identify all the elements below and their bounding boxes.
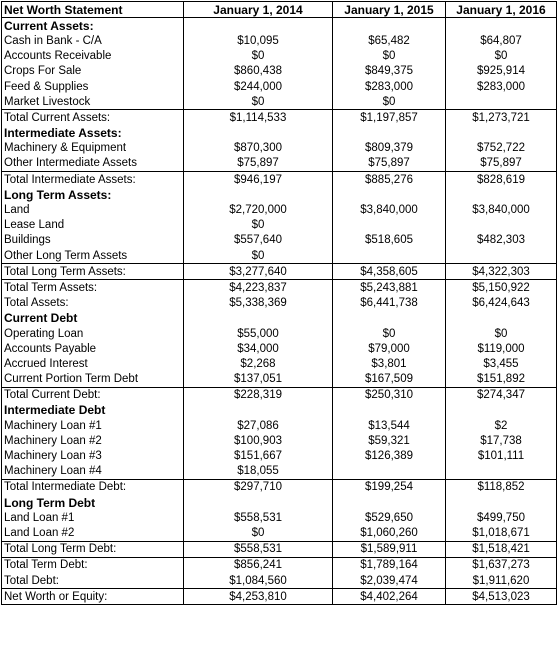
value-cell — [184, 311, 333, 326]
row-label: Buildings — [2, 233, 184, 248]
value-cell: $1,084,560 — [184, 573, 333, 589]
total-row — [2, 264, 557, 280]
value-cell: $1,637,273 — [446, 557, 557, 573]
column-header-2015: January 1, 2015 — [333, 2, 446, 18]
value-cell: $283,000 — [446, 79, 557, 94]
value-cell — [184, 403, 333, 418]
row-label: Current Portion Term Debt — [2, 372, 184, 388]
value-cell: $34,000 — [184, 341, 333, 356]
row-label: Total Debt: — [2, 573, 184, 589]
value-cell: $499,750 — [446, 510, 557, 525]
column-header-2014: January 1, 2014 — [184, 2, 333, 18]
value-cell: $3,840,000 — [446, 202, 557, 217]
row-label: Machinery Loan #4 — [2, 464, 184, 480]
row-label: Feed & Supplies — [2, 79, 184, 94]
row-label: Market Livestock — [2, 94, 184, 110]
value-cell: $482,303 — [446, 233, 557, 248]
value-cell — [333, 248, 446, 264]
value-cell: $1,518,421 — [446, 541, 557, 557]
value-cell: $118,852 — [446, 479, 557, 495]
value-cell: $151,892 — [446, 372, 557, 388]
table-row — [2, 49, 557, 64]
value-cell — [333, 18, 446, 34]
value-cell — [446, 495, 557, 510]
total-row — [2, 110, 557, 126]
table-body — [2, 2, 557, 605]
value-cell: $79,000 — [333, 341, 446, 356]
row-label: Cash in Bank - C/A — [2, 33, 184, 48]
value-cell — [333, 126, 446, 141]
value-cell — [333, 495, 446, 510]
value-cell: $3,277,640 — [184, 264, 333, 280]
value-cell: $1,060,260 — [333, 525, 446, 541]
value-cell: $1,197,857 — [333, 110, 446, 126]
row-label: Machinery Loan #1 — [2, 418, 184, 433]
table-row — [2, 573, 557, 589]
value-cell: $6,424,643 — [446, 296, 557, 311]
value-cell: $0 — [184, 49, 333, 64]
row-label: Land — [2, 202, 184, 217]
row-label: Machinery & Equipment — [2, 141, 184, 156]
section-heading: Intermediate Assets: — [2, 126, 184, 141]
section-heading: Intermediate Debt — [2, 403, 184, 418]
value-cell: $101,111 — [446, 448, 557, 463]
value-cell: $4,223,837 — [184, 280, 333, 296]
value-cell: $274,347 — [446, 387, 557, 403]
value-cell: $75,897 — [184, 156, 333, 172]
table-row — [2, 448, 557, 463]
total-row — [2, 280, 557, 296]
table-row — [2, 156, 557, 172]
value-cell: $10,095 — [184, 33, 333, 48]
table-row — [2, 326, 557, 341]
value-cell: $126,389 — [333, 448, 446, 463]
value-cell: $297,710 — [184, 479, 333, 495]
table-row — [2, 418, 557, 433]
table-row — [2, 510, 557, 525]
value-cell: $5,338,369 — [184, 296, 333, 311]
value-cell: $17,738 — [446, 433, 557, 448]
value-cell: $1,789,164 — [333, 557, 446, 573]
value-cell: $529,650 — [333, 510, 446, 525]
table-row — [2, 433, 557, 448]
value-cell: $849,375 — [333, 64, 446, 79]
value-cell: $0 — [184, 525, 333, 541]
table-row — [2, 464, 557, 480]
value-cell: $18,055 — [184, 464, 333, 480]
value-cell — [184, 495, 333, 510]
row-label: Machinery Loan #3 — [2, 448, 184, 463]
value-cell — [446, 464, 557, 480]
value-cell — [333, 464, 446, 480]
row-label: Machinery Loan #2 — [2, 433, 184, 448]
value-cell: $870,300 — [184, 141, 333, 156]
value-cell: $4,358,605 — [333, 264, 446, 280]
row-label: Total Long Term Assets: — [2, 264, 184, 280]
value-cell — [333, 311, 446, 326]
value-cell: $4,253,810 — [184, 589, 333, 605]
table-row — [2, 79, 557, 94]
value-cell — [333, 403, 446, 418]
table-row — [2, 296, 557, 311]
value-cell: $0 — [333, 326, 446, 341]
value-cell: $3,455 — [446, 356, 557, 371]
value-cell: $3,801 — [333, 356, 446, 371]
value-cell — [333, 187, 446, 202]
value-cell — [446, 311, 557, 326]
value-cell: $75,897 — [446, 156, 557, 172]
row-label: Net Worth or Equity: — [2, 589, 184, 605]
value-cell: $3,840,000 — [333, 202, 446, 217]
value-cell: $65,482 — [333, 33, 446, 48]
value-cell: $13,544 — [333, 418, 446, 433]
value-cell: $167,509 — [333, 372, 446, 388]
section-heading: Long Term Debt — [2, 495, 184, 510]
value-cell: $558,531 — [184, 510, 333, 525]
value-cell: $557,640 — [184, 233, 333, 248]
value-cell: $0 — [184, 94, 333, 110]
value-cell: $55,000 — [184, 326, 333, 341]
table-row — [2, 33, 557, 48]
row-label: Total Intermediate Assets: — [2, 172, 184, 188]
value-cell: $558,531 — [184, 541, 333, 557]
value-cell: $75,897 — [333, 156, 446, 172]
value-cell: $0 — [446, 326, 557, 341]
row-label: Total Assets: — [2, 296, 184, 311]
value-cell: $828,619 — [446, 172, 557, 188]
value-cell: $283,000 — [333, 79, 446, 94]
section-row — [2, 403, 557, 418]
value-cell: $1,911,620 — [446, 573, 557, 589]
total-row — [2, 479, 557, 495]
value-cell: $856,241 — [184, 557, 333, 573]
section-row — [2, 495, 557, 510]
value-cell: $0 — [333, 49, 446, 64]
section-row — [2, 126, 557, 141]
table-row — [2, 372, 557, 388]
section-heading: Current Assets: — [2, 18, 184, 34]
value-cell — [446, 187, 557, 202]
value-cell: $5,150,922 — [446, 280, 557, 296]
table-row — [2, 202, 557, 217]
value-cell: $119,000 — [446, 341, 557, 356]
total-row — [2, 557, 557, 573]
total-row — [2, 589, 557, 605]
value-cell: $2,268 — [184, 356, 333, 371]
value-cell: $0 — [333, 94, 446, 110]
value-cell: $250,310 — [333, 387, 446, 403]
value-cell — [446, 248, 557, 264]
value-cell: $752,722 — [446, 141, 557, 156]
value-cell: $2,720,000 — [184, 202, 333, 217]
total-row — [2, 387, 557, 403]
value-cell: $0 — [446, 49, 557, 64]
value-cell: $2 — [446, 418, 557, 433]
row-label: Total Current Debt: — [2, 387, 184, 403]
table-row — [2, 64, 557, 79]
value-cell — [446, 218, 557, 233]
section-heading: Current Debt — [2, 311, 184, 326]
row-label: Land Loan #1 — [2, 510, 184, 525]
value-cell — [184, 187, 333, 202]
row-label: Land Loan #2 — [2, 525, 184, 541]
value-cell: $1,018,671 — [446, 525, 557, 541]
value-cell: $228,319 — [184, 387, 333, 403]
row-label: Accounts Payable — [2, 341, 184, 356]
section-row — [2, 18, 557, 34]
row-label: Other Intermediate Assets — [2, 156, 184, 172]
value-cell: $4,402,264 — [333, 589, 446, 605]
value-cell — [333, 218, 446, 233]
value-cell — [184, 126, 333, 141]
column-header-2016: January 1, 2016 — [446, 2, 557, 18]
row-label: Total Current Assets: — [2, 110, 184, 126]
value-cell: $1,114,533 — [184, 110, 333, 126]
row-label: Accrued Interest — [2, 356, 184, 371]
value-cell: $0 — [184, 218, 333, 233]
value-cell: $59,321 — [333, 433, 446, 448]
value-cell: $4,322,303 — [446, 264, 557, 280]
value-cell: $137,051 — [184, 372, 333, 388]
net-worth-table — [1, 1, 557, 605]
value-cell: $244,000 — [184, 79, 333, 94]
table-row — [2, 218, 557, 233]
value-cell: $5,243,881 — [333, 280, 446, 296]
value-cell: $4,513,023 — [446, 589, 557, 605]
value-cell: $809,379 — [333, 141, 446, 156]
row-label: Total Term Assets: — [2, 280, 184, 296]
table-row — [2, 248, 557, 264]
value-cell: $946,197 — [184, 172, 333, 188]
value-cell: $1,273,721 — [446, 110, 557, 126]
value-cell: $925,914 — [446, 64, 557, 79]
row-label: Accounts Receivable — [2, 49, 184, 64]
row-label: Crops For Sale — [2, 64, 184, 79]
row-label: Other Long Term Assets — [2, 248, 184, 264]
value-cell — [446, 18, 557, 34]
value-cell: $2,039,474 — [333, 573, 446, 589]
value-cell — [446, 94, 557, 110]
section-row — [2, 187, 557, 202]
value-cell: $1,589,911 — [333, 541, 446, 557]
value-cell: $518,605 — [333, 233, 446, 248]
value-cell: $151,667 — [184, 448, 333, 463]
total-row — [2, 541, 557, 557]
row-label: Total Intermediate Debt: — [2, 479, 184, 495]
statement-title: Net Worth Statement — [2, 2, 184, 18]
total-row — [2, 172, 557, 188]
value-cell: $64,807 — [446, 33, 557, 48]
table-row — [2, 341, 557, 356]
value-cell: $860,438 — [184, 64, 333, 79]
value-cell: $199,254 — [333, 479, 446, 495]
value-cell — [184, 18, 333, 34]
section-heading: Long Term Assets: — [2, 187, 184, 202]
value-cell: $6,441,738 — [333, 296, 446, 311]
value-cell: $885,276 — [333, 172, 446, 188]
table-row — [2, 94, 557, 110]
header-row — [2, 2, 557, 18]
table-row — [2, 356, 557, 371]
table-row — [2, 233, 557, 248]
value-cell: $100,903 — [184, 433, 333, 448]
row-label: Lease Land — [2, 218, 184, 233]
row-label: Total Term Debt: — [2, 557, 184, 573]
row-label: Total Long Term Debt: — [2, 541, 184, 557]
table-row — [2, 525, 557, 541]
value-cell: $0 — [184, 248, 333, 264]
value-cell: $27,086 — [184, 418, 333, 433]
section-row — [2, 311, 557, 326]
value-cell — [446, 126, 557, 141]
value-cell — [446, 403, 557, 418]
table-row — [2, 141, 557, 156]
row-label: Operating Loan — [2, 326, 184, 341]
